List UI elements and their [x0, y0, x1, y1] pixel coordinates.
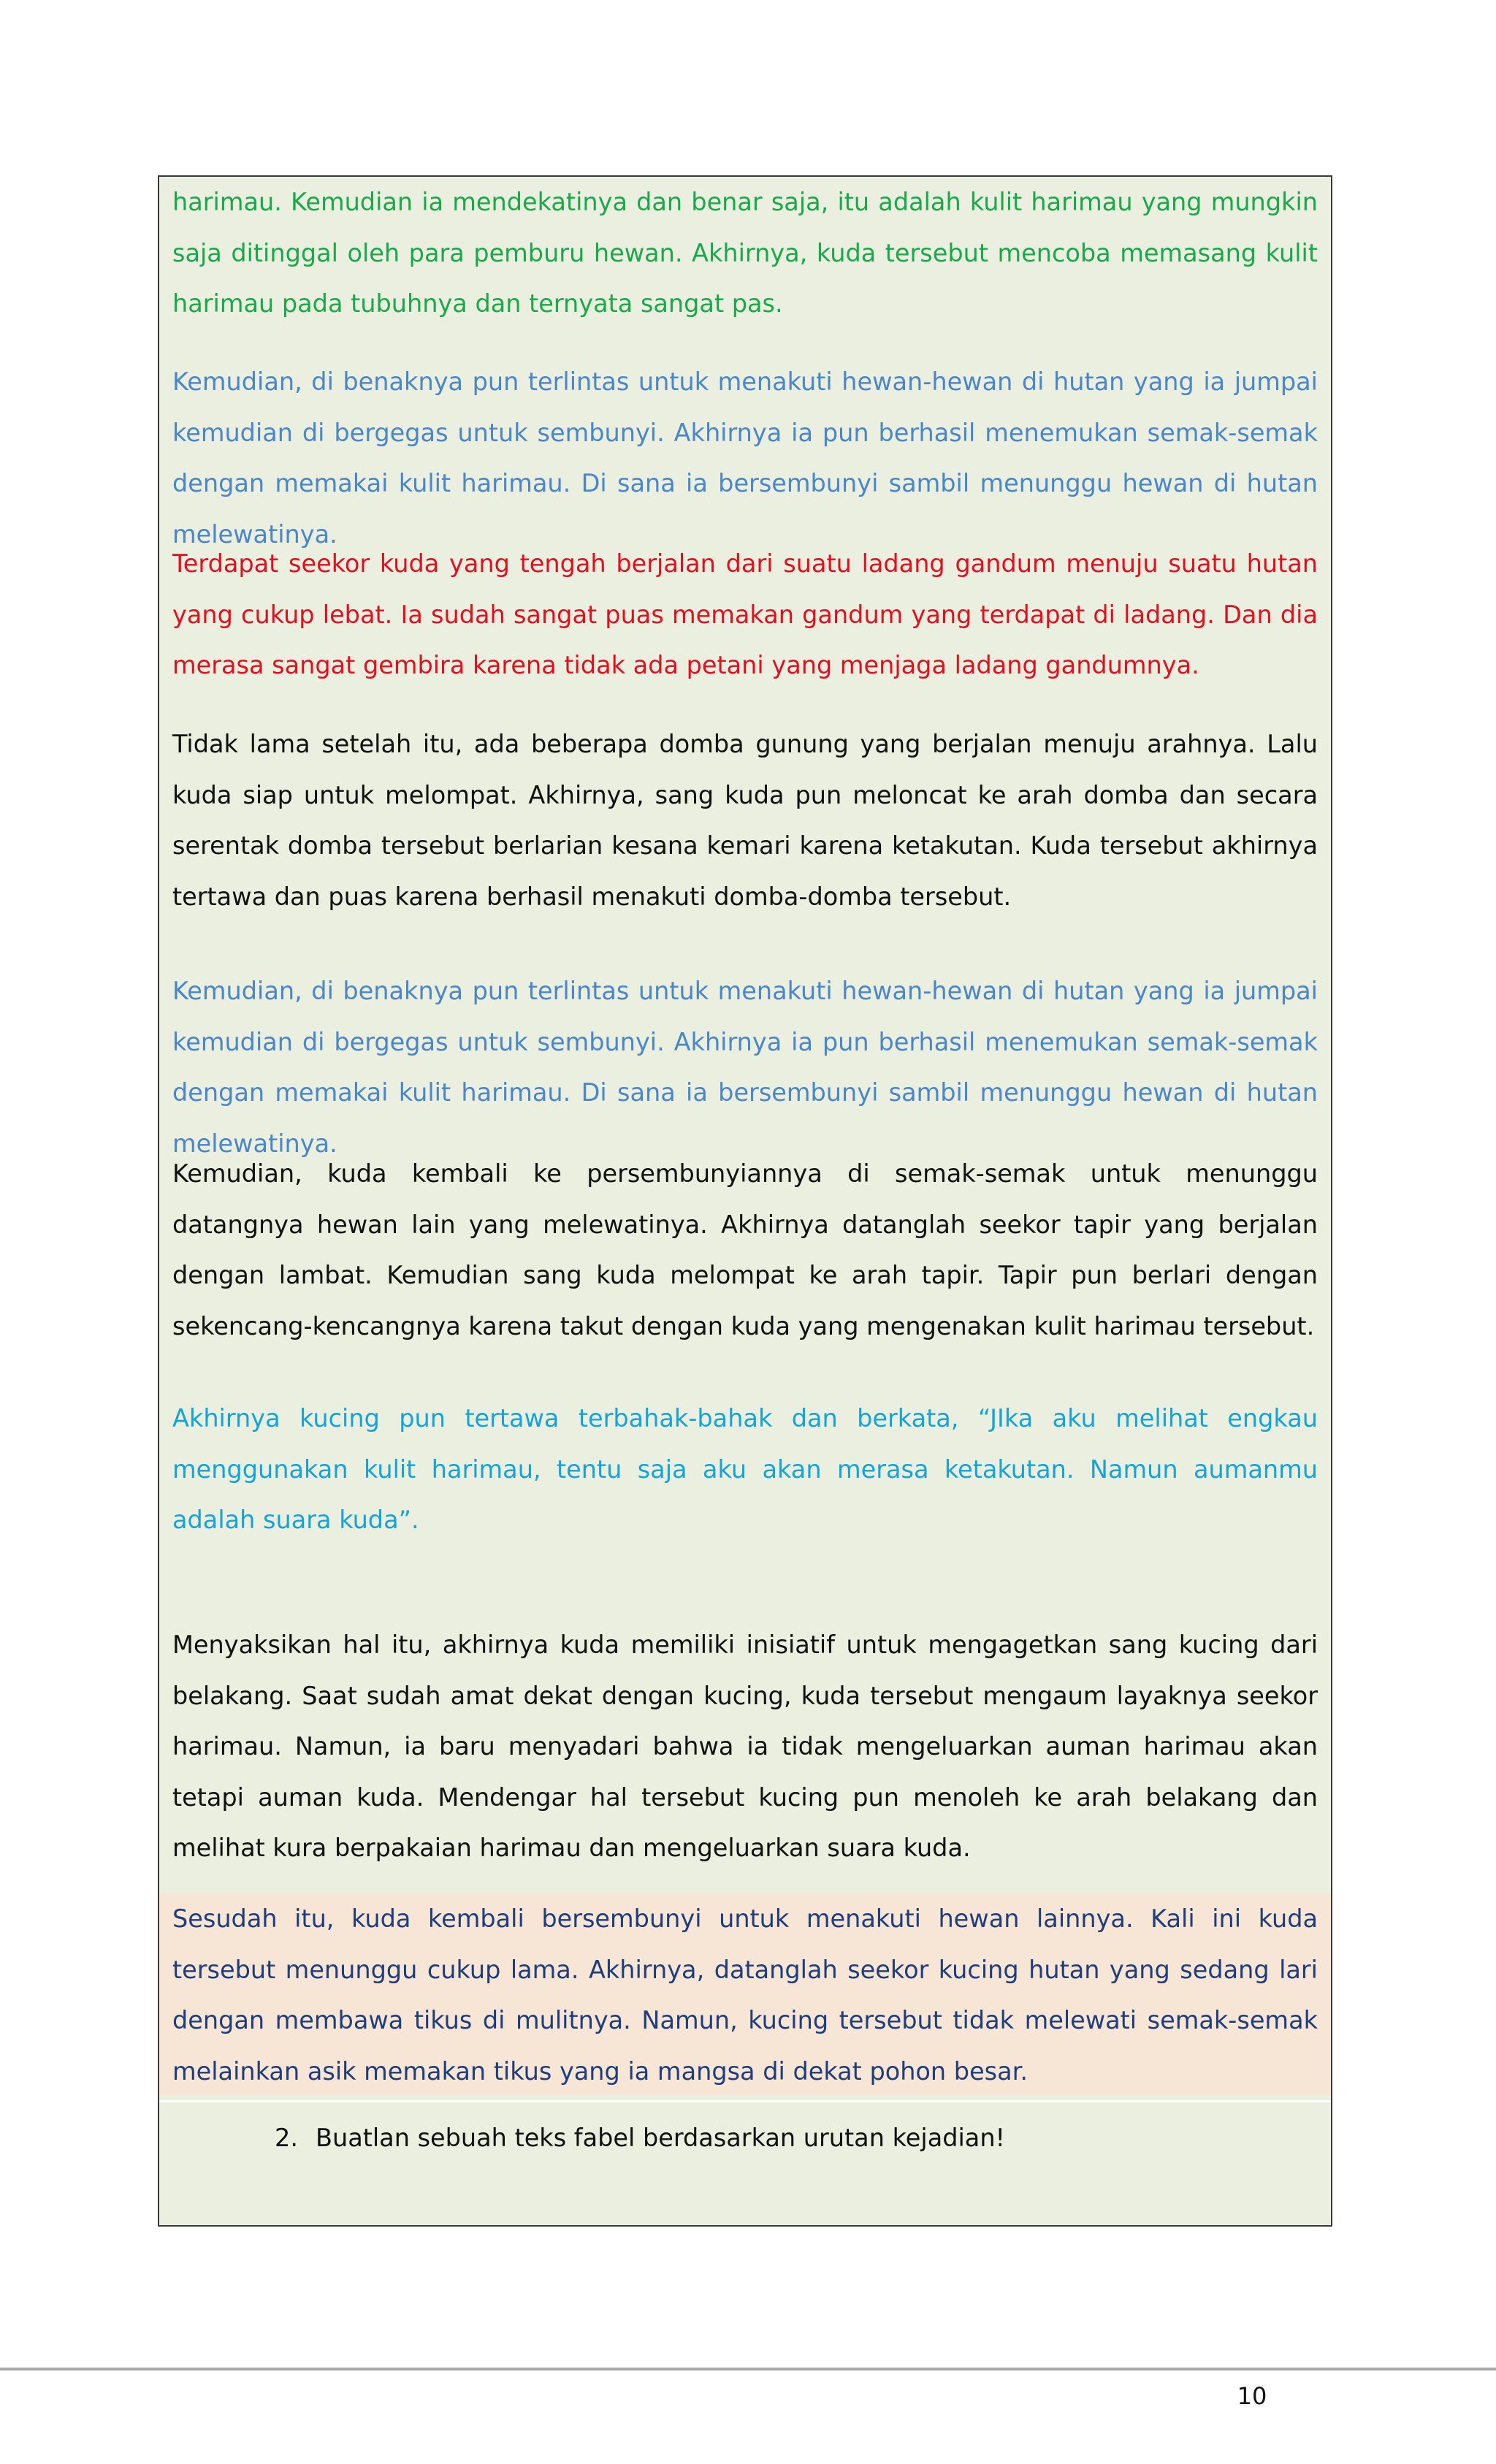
divider-line: [159, 2100, 1331, 2102]
exercise-question: [275, 2121, 1005, 2156]
footer-rule: [0, 2368, 1496, 2370]
question-text: Buatlan sebuah teks fabel berdasarkan urutan kejadian!: [316, 2124, 1005, 2152]
story-paragraph-9: Sesudah itu, kuda kembali bersembunyi untuk menakuti hewan lainnya. Kali ini kuda tersebut menunggu cukup lama. Akhirnya, datanglah seekor kucing hutan yang sedang lari dengan membawa tikus di mulitnya. Namun, kucing tersebut tidak melewati semak-semak melainkan asik memakan tikus yang ia mangsa di dekat pohon besar.: [172, 1904, 1318, 2086]
story-panel: [158, 175, 1332, 2227]
highlighted-paragraph-block: [159, 1893, 1331, 2095]
story-paragraph-6: Kemudian, kuda kembali ke persembunyiannya di semak-semak untuk menunggu datangnya hewan lain yang melewatinya. Akhirnya datanglah seekor tapir yang berjalan dengan lambat. Kemudian sang kuda melompat ke arah tapir. Tapir pun berlari dengan sekencang-kencangnya karena takut dengan kuda yang mengenakan kulit harimau tersebut.: [172, 1159, 1318, 1340]
story-paragraph-1: harimau. Kemudian ia mendekatinya dan benar saja, itu adalah kulit harimau yang mungkin saja ditinggal oleh para pemburu hewan. Akhirnya, kuda tersebut mencoba memasang kulit harimau pada tubuhnya dan ternyata sangat pas.: [172, 188, 1318, 318]
story-paragraph-7: Akhirnya kucing pun tertawa terbahak-bahak dan berkata, “JIka aku melihat engkau menggunakan kulit harimau, tentu saja aku akan merasa ketakutan. Namun aumanmu adalah suara kuda”.: [172, 1404, 1318, 1534]
page-number: 10: [1237, 2382, 1267, 2410]
story-paragraph-8: Menyaksikan hal itu, akhirnya kuda memiliki inisiatif untuk mengagetkan sang kucing dari belakang. Saat sudah amat dekat dengan kucing, kuda tersebut mengaum layaknya seekor harimau. Namun, ia baru menyadari bahwa ia tidak mengeluarkan auman harimau akan tetapi auman kuda. Mendengar hal tersebut kucing pun menoleh ke arah belakang dan melihat kura berpakaian harimau dan mengeluarkan suara kuda.: [172, 1630, 1318, 1862]
story-paragraph-5: Kemudian, di benaknya pun terlintas untuk menakuti hewan-hewan di hutan yang ia jumpai kemudian di bergegas untuk sembunyi. Akhirnya ia pun berhasil menemukan semak-semak dengan memakai kulit harimau. Di sana ia bersembunyi sambil menunggu hewan di hutan melewatinya.: [172, 977, 1318, 1158]
story-paragraph-2: Kemudian, di benaknya pun terlintas untuk menakuti hewan-hewan di hutan yang ia jumpai kemudian di bergegas untuk sembunyi. Akhirnya ia pun berhasil menemukan semak-semak dengan memakai kulit harimau. Di sana ia bersembunyi sambil menunggu hewan di hutan melewatinya.: [172, 367, 1318, 549]
question-number: 2.: [275, 2124, 298, 2152]
story-paragraph-4: Tidak lama setelah itu, ada beberapa domba gunung yang berjalan menuju arahnya. Lalu kuda siap untuk melompat. Akhirnya, sang kuda pun meloncat ke arah domba dan secara serentak domba tersebut berlarian kesana kemari karena ketakutan. Kuda tersebut akhirnya tertawa dan puas karena berhasil menakuti domba-domba tersebut.: [172, 730, 1318, 911]
story-paragraph-3: Terdapat seekor kuda yang tengah berjalan dari suatu ladang gandum menuju suatu hutan yang cukup lebat. Ia sudah sangat puas memakan gandum yang terdapat di ladang. Dan dia merasa sangat gembira karena tidak ada petani yang menjaga ladang gandumnya.: [172, 549, 1318, 679]
